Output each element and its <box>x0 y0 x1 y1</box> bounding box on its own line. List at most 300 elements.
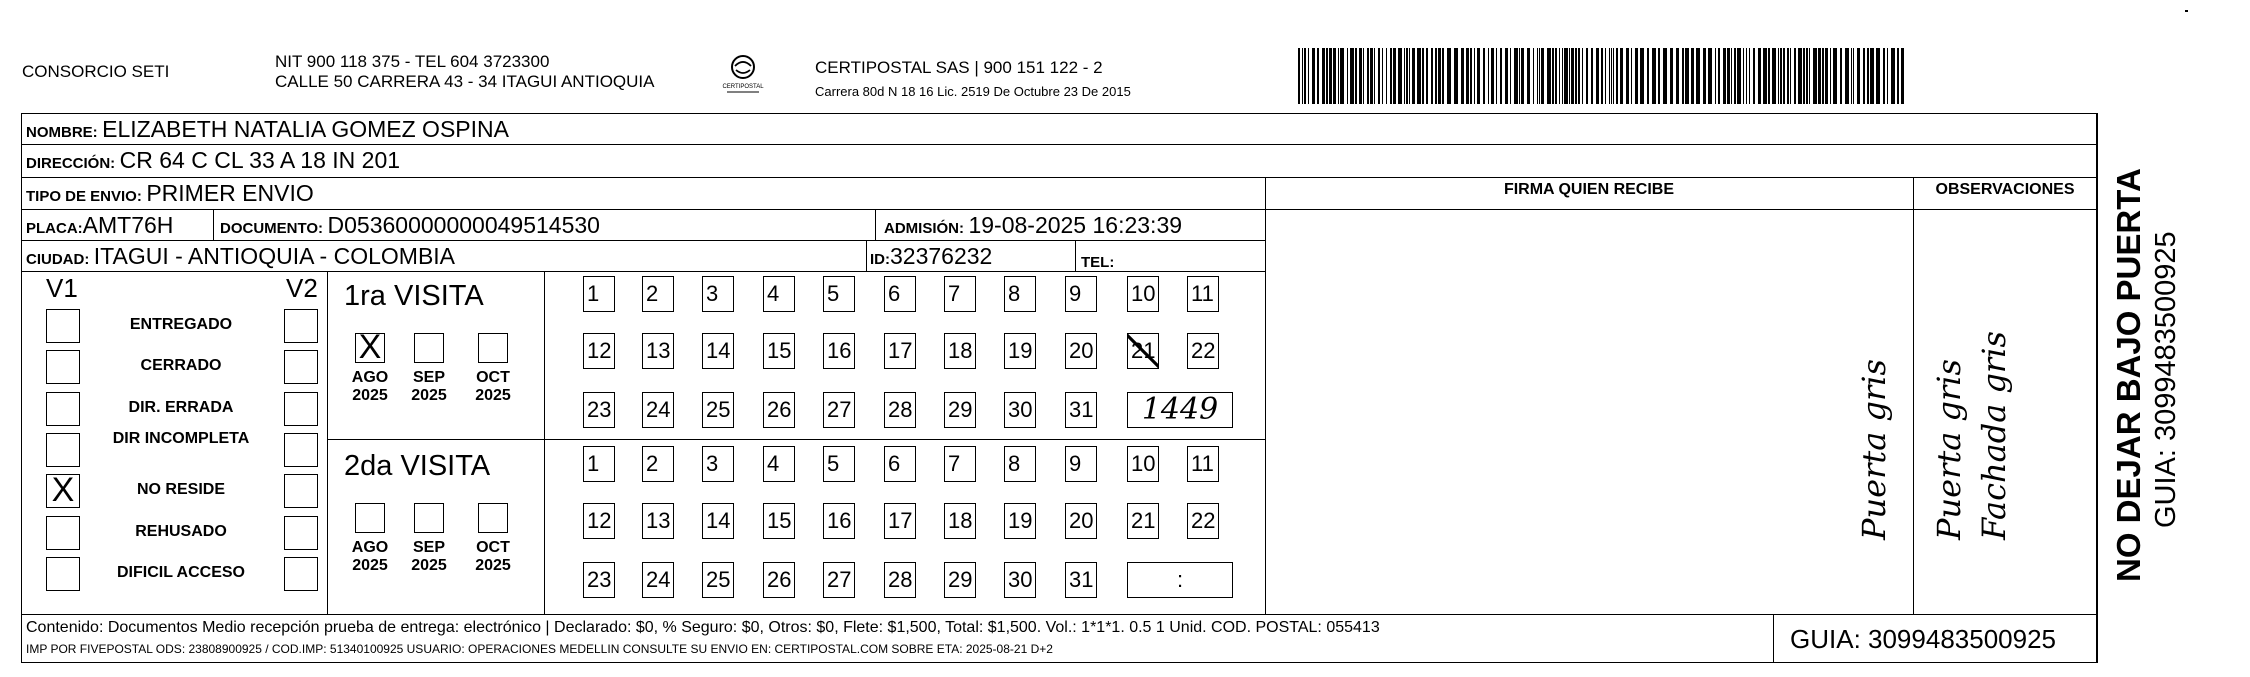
visit1-day-box[interactable]: 25 <box>702 392 734 428</box>
barcode-bar <box>1640 48 1644 104</box>
visit1-day-box[interactable]: 6 <box>884 276 916 312</box>
barcode-bar <box>1398 48 1402 104</box>
visit1-time-box[interactable]: 1449 <box>1127 392 1233 428</box>
visit1-day-box[interactable]: 2 <box>642 276 674 312</box>
visit2-day-box[interactable]: 23 <box>583 562 615 598</box>
divider <box>327 439 1265 440</box>
divider <box>2097 113 2098 663</box>
visit1-day-box[interactable]: 1 <box>583 276 615 312</box>
divider <box>21 614 2097 615</box>
barcode-bar <box>1772 48 1776 104</box>
barcode-bar <box>1370 48 1373 104</box>
barcode-bar <box>1851 48 1852 104</box>
status-label: DIR. ERRADA <box>128 399 234 416</box>
barcode-bar <box>1822 48 1824 104</box>
visit1-month-label: SEP <box>412 369 445 386</box>
v1-checkbox[interactable]: X <box>46 474 80 508</box>
barcode-bar <box>1559 48 1560 104</box>
visit2-day-box[interactable]: 11 <box>1187 446 1219 482</box>
company-name: CONSORCIO SETI <box>22 62 170 81</box>
barcode-bar <box>1605 48 1606 104</box>
observaciones-area[interactable]: Puerta gris Puerta gris Fachada gris <box>1855 331 2013 540</box>
barcode <box>1298 48 1910 104</box>
visit2-day-box[interactable]: 5 <box>823 446 855 482</box>
visit1-day-box[interactable]: 26 <box>763 392 795 428</box>
barcode-bar <box>1758 48 1761 104</box>
barcode-bar <box>1652 48 1656 104</box>
signature-area[interactable] <box>1267 211 1911 612</box>
barcode-bar <box>1322 48 1325 104</box>
barcode-bar <box>1723 48 1726 104</box>
visit1-year-label: 2025 <box>352 387 388 404</box>
divider <box>1265 209 2097 210</box>
barcode-bar <box>1533 48 1534 104</box>
barcode-bar <box>1562 48 1563 104</box>
barcode-bar <box>1466 48 1469 104</box>
visit2-day-box[interactable]: 2 <box>642 446 674 482</box>
v1-checkbox[interactable] <box>46 392 80 426</box>
visit2-month-checkbox[interactable] <box>355 503 385 533</box>
v1-checkbox[interactable] <box>46 433 80 467</box>
v2-checkbox[interactable] <box>284 557 318 591</box>
status-label: CERRADO <box>140 357 222 374</box>
tel-field <box>1081 246 1114 273</box>
barcode-bar <box>1891 48 1895 104</box>
v1-checkbox[interactable] <box>46 350 80 384</box>
barcode-bar <box>1818 48 1821 104</box>
barcode-bar <box>1787 48 1789 104</box>
barcode-bar <box>1333 48 1336 104</box>
visit2-year-label: 2025 <box>411 557 447 574</box>
barcode-bar <box>1743 48 1744 104</box>
address-line: CALLE 50 CARRERA 43 - 34 ITAGUI ANTIOQUIA <box>275 72 655 91</box>
visit2-day-box[interactable]: 25 <box>702 562 734 598</box>
divider <box>21 271 1265 272</box>
certipostal-logo <box>713 52 773 96</box>
visit1-day-box[interactable]: 31 <box>1065 392 1097 428</box>
barcode-bar <box>1727 48 1730 104</box>
barcode-bar <box>1691 48 1694 104</box>
visit2-day-box[interactable]: 20 <box>1065 503 1097 539</box>
barcode-bar <box>1521 48 1524 104</box>
barcode-bar <box>1803 48 1805 104</box>
barcode-bar <box>1635 48 1638 104</box>
barcode-bar <box>1806 48 1808 104</box>
divider <box>21 144 2097 145</box>
divider <box>1773 614 1774 663</box>
barcode-bar <box>1404 48 1405 104</box>
direccion-label: DIRECCIÓN: <box>26 155 116 172</box>
barcode-bar <box>1483 48 1485 104</box>
nit-line: NIT 900 118 375 - TEL 604 3723300 <box>275 52 550 71</box>
visit2-day-box[interactable]: 1 <box>583 446 615 482</box>
barcode-bar <box>1454 48 1458 104</box>
visit2-month-label: AGO <box>351 539 389 556</box>
status-label: REHUSADO <box>135 523 227 540</box>
barcode-bar <box>1350 48 1354 104</box>
visit1-day-box[interactable]: 23 <box>583 392 615 428</box>
corner-dot <box>2185 10 2188 12</box>
barcode-bar <box>1519 48 1520 104</box>
visit2-day-box[interactable]: 31 <box>1065 562 1097 598</box>
visit1-day-box[interactable]: 24 <box>642 392 674 428</box>
observaciones-line: Fachada gris <box>1975 331 2013 540</box>
barcode-bar <box>1477 48 1480 104</box>
barcode-bar <box>1626 48 1629 104</box>
admision-field <box>884 212 1182 239</box>
status-label: DIFICIL ACCESO <box>116 564 245 581</box>
visit1-day-box[interactable]: 13 <box>642 333 674 369</box>
divider <box>1913 177 1914 614</box>
barcode-bar <box>1470 48 1472 104</box>
barcode-bar <box>1505 48 1508 104</box>
barcode-bar <box>1552 48 1554 104</box>
visit2-month-checkbox[interactable] <box>414 503 444 533</box>
divider <box>1265 271 1266 614</box>
visit1-day-box[interactable]: 28 <box>884 392 916 428</box>
license-line: Carrera 80d N 18 16 Lic. 2519 De Octubre 23 De 2015 <box>815 84 1131 99</box>
barcode-bar <box>1422 48 1424 104</box>
visit1-day-box[interactable]: 29 <box>944 392 976 428</box>
divider <box>21 209 1265 210</box>
barcode-bar <box>1431 48 1433 104</box>
status-label: NO RESIDE <box>136 481 225 498</box>
barcode-bar <box>1783 48 1785 104</box>
barcode-bar <box>1798 48 1802 104</box>
v2-checkbox[interactable] <box>284 350 318 384</box>
visit1-day-box[interactable]: 8 <box>1004 276 1036 312</box>
visit2-day-box[interactable]: 26 <box>763 562 795 598</box>
barcode-bar <box>1778 48 1779 104</box>
side-warning: NO DEJAR BAJO PUERTA <box>2110 168 2147 582</box>
barcode-bar <box>1620 48 1623 104</box>
barcode-bar <box>1749 48 1750 104</box>
barcode-bar <box>1611 48 1612 104</box>
direccion-value: CR 64 C CL 33 A 18 IN 201 <box>119 147 401 173</box>
visit2-day-box[interactable]: 19 <box>1004 503 1036 539</box>
barcode-bar <box>1833 48 1837 104</box>
visit2-day-box[interactable]: 14 <box>702 503 734 539</box>
v1-label: V1 <box>46 273 78 303</box>
barcode-bar <box>1845 48 1849 104</box>
visit1-day-box[interactable]: 10 <box>1127 276 1159 312</box>
barcode-bar <box>1794 48 1796 104</box>
visit1-day-box[interactable]: 22 <box>1187 333 1219 369</box>
barcode-bar <box>1539 48 1540 104</box>
barcode-bar <box>1609 48 1610 104</box>
visit1-day-box[interactable]: 12 <box>583 333 615 369</box>
barcode-bar <box>1378 48 1380 104</box>
tipo-value: PRIMER ENVIO <box>146 180 314 206</box>
barcode-bar <box>1825 48 1828 104</box>
nombre-label: NOMBRE: <box>26 124 98 141</box>
visit1-month-label: AGO <box>351 369 389 386</box>
barcode-bar <box>1338 48 1339 104</box>
barcode-bar <box>1853 48 1854 104</box>
barcode-bar <box>1857 48 1860 104</box>
visit2-month-label: OCT <box>476 539 510 556</box>
logo-text: CERTIPOSTAL <box>722 84 764 90</box>
barcode-bar <box>1682 48 1684 104</box>
barcode-bar <box>1582 48 1583 104</box>
visit2-month-checkbox[interactable] <box>478 503 508 533</box>
divider <box>1075 240 1076 271</box>
barcode-bar <box>1496 48 1497 104</box>
footer-guia: GUIA: 3099483500925 <box>1790 624 2056 654</box>
barcode-bar <box>1601 48 1603 104</box>
visit2-day-box[interactable]: 6 <box>884 446 916 482</box>
barcode-bar <box>1613 48 1614 104</box>
visit1-day-box[interactable]: 17 <box>884 333 916 369</box>
visit1-day-box[interactable]: 27 <box>823 392 855 428</box>
barcode-bar <box>1537 48 1538 104</box>
barcode-bar <box>1575 48 1577 104</box>
visit2-day-box[interactable]: 13 <box>642 503 674 539</box>
barcode-bar <box>1527 48 1530 104</box>
visit2-day-box[interactable]: 10 <box>1127 446 1159 482</box>
admision-label: ADMISIÓN: <box>884 220 964 237</box>
visit2-day-box[interactable]: 8 <box>1004 446 1036 482</box>
visit1-month-checkbox[interactable] <box>478 333 508 363</box>
barcode-bar <box>1564 48 1568 104</box>
divider <box>875 209 876 240</box>
visit1-day-box[interactable]: 4 <box>763 276 795 312</box>
visit2-day-box[interactable]: 3 <box>702 446 734 482</box>
visit1-day-box[interactable]: 20 <box>1065 333 1097 369</box>
barcode-bar <box>1447 48 1451 104</box>
barcode-bar <box>1840 48 1842 104</box>
visit2-day-box[interactable]: 28 <box>884 562 916 598</box>
tel-label: TEL: <box>1081 254 1115 271</box>
barcode-bar <box>1312 48 1315 104</box>
barcode-bar <box>1547 48 1551 104</box>
id-value: 32376232 <box>890 243 993 269</box>
visit2-day-box[interactable]: 24 <box>642 562 674 598</box>
barcode-bar <box>1901 48 1904 104</box>
barcode-bar <box>1616 48 1618 104</box>
barcode-bar <box>1596 48 1599 104</box>
visit2-day-box[interactable]: 27 <box>823 562 855 598</box>
barcode-bar <box>1703 48 1706 104</box>
barcode-bar <box>1308 48 1309 104</box>
v2-checkbox[interactable] <box>284 392 318 426</box>
placa-label: PLACA: <box>26 220 83 237</box>
barcode-bar <box>1718 48 1720 104</box>
barcode-bar <box>1491 48 1494 104</box>
barcode-bar <box>1302 48 1303 104</box>
barcode-bar <box>1631 48 1632 104</box>
barcode-bar <box>1676 48 1679 104</box>
barcode-bar <box>1340 48 1344 104</box>
barcode-bar <box>1363 48 1364 104</box>
barcode-bar <box>1347 48 1348 104</box>
barcode-bar <box>1670 48 1673 104</box>
barcode-bar <box>1753 48 1755 104</box>
visit1-day-box[interactable]: 9 <box>1065 276 1097 312</box>
visit1-day-box[interactable]: 30 <box>1004 392 1036 428</box>
divider <box>213 209 214 240</box>
barcode-bar <box>1591 48 1593 104</box>
barcode-bar <box>1461 48 1464 104</box>
barcode-bar <box>1658 48 1660 104</box>
admision-value: 19-08-2025 16:23:39 <box>968 212 1183 238</box>
barcode-bar <box>1897 48 1899 104</box>
visit1-month-checkbox[interactable]: X <box>355 333 385 363</box>
firma-header: FIRMA QUIEN RECIBE <box>1503 181 1675 198</box>
v1-checkbox[interactable] <box>46 309 80 343</box>
divider <box>327 271 328 614</box>
barcode-bar <box>1474 48 1475 104</box>
barcode-bar <box>1359 48 1362 104</box>
visit2-day-box[interactable]: 7 <box>944 446 976 482</box>
barcode-bar <box>1417 48 1421 104</box>
visit1-month-label: OCT <box>476 369 510 386</box>
barcode-bar <box>1863 48 1865 104</box>
barcode-bar <box>1731 48 1732 104</box>
id-field <box>870 243 992 270</box>
observaciones-line: Puerta gris <box>1930 359 1968 540</box>
status-label: DIR INCOMPLETA <box>112 430 250 447</box>
visit1-day-box[interactable]: 19 <box>1004 333 1036 369</box>
barcode-bar <box>1870 48 1874 104</box>
visit2-day-box[interactable]: 16 <box>823 503 855 539</box>
divider <box>866 240 867 271</box>
barcode-bar <box>1510 48 1511 104</box>
nombre-value: ELIZABETH NATALIA GOMEZ OSPINA <box>102 116 509 142</box>
visit1-day-box[interactable]: 7 <box>944 276 976 312</box>
v2-checkbox[interactable] <box>284 474 318 508</box>
barcode-bar <box>1715 48 1716 104</box>
barcode-bar <box>1647 48 1649 104</box>
visit1-day-box[interactable]: 11 <box>1187 276 1219 312</box>
divider <box>544 271 545 614</box>
visit1-day-box[interactable]: 15 <box>763 333 795 369</box>
barcode-bar <box>1790 48 1791 104</box>
visit1-year-label: 2025 <box>411 387 447 404</box>
visit1-year-label: 2025 <box>475 387 511 404</box>
barcode-bar <box>1685 48 1689 104</box>
barcode-bar <box>1867 48 1869 104</box>
barcode-bar <box>1406 48 1408 104</box>
visit2-day-box[interactable]: 9 <box>1065 446 1097 482</box>
barcode-bar <box>1382 48 1383 104</box>
barcode-bar <box>1813 48 1817 104</box>
barcode-bar <box>1412 48 1415 104</box>
v1-checkbox[interactable] <box>46 516 80 550</box>
barcode-bar <box>1409 48 1410 104</box>
visit1-day-box[interactable]: 21 <box>1127 333 1159 369</box>
nombre-row <box>26 116 509 143</box>
visit2-day-box[interactable]: 22 <box>1187 503 1219 539</box>
contenido-text: Contenido: Documentos Medio recepción prueba de entrega: electrónico | Declarado: $0, % Seguro: $0, Otros: $0, Flete: $1,500, Total: $1,500. Vol.: 1*1*1. 0.5 1 Unid. COD. POSTAL: 055413 <box>26 619 1380 636</box>
visit2-day-box[interactable]: 15 <box>763 503 795 539</box>
visit2-title: 2da VISITA <box>344 450 491 482</box>
barcode-bar <box>1374 48 1375 104</box>
visit2-day-box[interactable]: 30 <box>1004 562 1036 598</box>
v1-checkbox[interactable] <box>46 557 80 591</box>
visit1-day-box[interactable]: 18 <box>944 333 976 369</box>
visit2-day-box[interactable]: 12 <box>583 503 615 539</box>
v2-checkbox[interactable] <box>284 516 318 550</box>
v2-checkbox[interactable] <box>284 433 318 467</box>
barcode-bar <box>1887 48 1888 104</box>
documento-value: D05360000000049514530 <box>327 212 600 238</box>
visit2-time-box[interactable]: : <box>1127 562 1233 598</box>
visit1-day-box[interactable]: 16 <box>823 333 855 369</box>
visit2-day-box[interactable]: 18 <box>944 503 976 539</box>
barcode-bar <box>1780 48 1782 104</box>
barcode-bar <box>1571 48 1574 104</box>
barcode-bar <box>1763 48 1767 104</box>
visit1-day-box[interactable]: 5 <box>823 276 855 312</box>
visit2-year-label: 2025 <box>352 557 388 574</box>
visit2-day-box[interactable]: 4 <box>763 446 795 482</box>
visit2-day-box[interactable]: 21 <box>1127 503 1159 539</box>
visit1-day-box[interactable]: 14 <box>702 333 734 369</box>
barcode-bar <box>1746 48 1747 104</box>
observaciones-header: OBSERVACIONES <box>1935 181 2075 198</box>
barcode-bar <box>1696 48 1700 104</box>
barcode-bar <box>1304 48 1306 104</box>
barcode-bar <box>1809 48 1810 104</box>
status-label: ENTREGADO <box>129 316 233 333</box>
barcode-bar <box>1569 48 1570 104</box>
v2-label: V2 <box>286 273 318 303</box>
barcode-bar <box>1586 48 1588 104</box>
barcode-bar <box>1298 48 1300 104</box>
barcode-bar <box>1426 48 1428 104</box>
barcode-bar <box>1435 48 1437 104</box>
barcode-bar <box>1708 48 1712 104</box>
barcode-bar <box>1317 48 1319 104</box>
ciudad-value: ITAGUI - ANTIOQUIA - COLOMBIA <box>93 243 456 269</box>
visit2-year-label: 2025 <box>475 557 511 574</box>
barcode-bar <box>1329 48 1332 104</box>
barcode-bar <box>1555 48 1557 104</box>
barcode-bar <box>1768 48 1770 104</box>
visit2-day-box[interactable]: 29 <box>944 562 976 598</box>
imp-text: IMP POR FIVEPOSTAL ODS: 23808900925 / COD.IMP: 51340100925 USUARIO: OPERACIONES MEDELLIN CONSULTE SU ENVIO EN: CERTIPOSTAL.COM SOBRE ETA: 2025-08-21 D+2 <box>26 642 1053 656</box>
visit1-title: 1ra VISITA <box>344 280 484 312</box>
barcode-bar <box>1438 48 1441 104</box>
visit1-day-box[interactable]: 3 <box>702 276 734 312</box>
visit2-month-label: SEP <box>412 539 445 556</box>
v2-checkbox[interactable] <box>284 309 318 343</box>
barcode-bar <box>1500 48 1502 104</box>
ciudad-row <box>26 243 455 270</box>
direccion-row <box>26 147 400 174</box>
placa-row <box>26 212 173 239</box>
barcode-bar <box>1737 48 1741 104</box>
certipostal-line: CERTIPOSTAL SAS | 900 151 122 - 2 <box>815 58 1103 77</box>
divider <box>21 240 1265 241</box>
id-label: ID: <box>870 251 890 268</box>
side-guia: GUIA: 3099483500925 <box>2150 231 2182 528</box>
ciudad-label: CIUDAD: <box>26 251 90 268</box>
barcode-bar <box>1442 48 1444 104</box>
documento-label: DOCUMENTO: <box>220 220 324 237</box>
visit2-day-box[interactable]: 17 <box>884 503 916 539</box>
barcode-bar <box>1326 48 1328 104</box>
barcode-bar <box>1734 48 1736 104</box>
barcode-bar <box>1578 48 1580 104</box>
barcode-bar <box>1876 48 1880 104</box>
barcode-bar <box>1355 48 1357 104</box>
tipo-row <box>26 180 314 207</box>
placa-value: AMT76H <box>82 212 174 238</box>
visit1-month-checkbox[interactable] <box>414 333 444 363</box>
barcode-bar <box>1514 48 1518 104</box>
